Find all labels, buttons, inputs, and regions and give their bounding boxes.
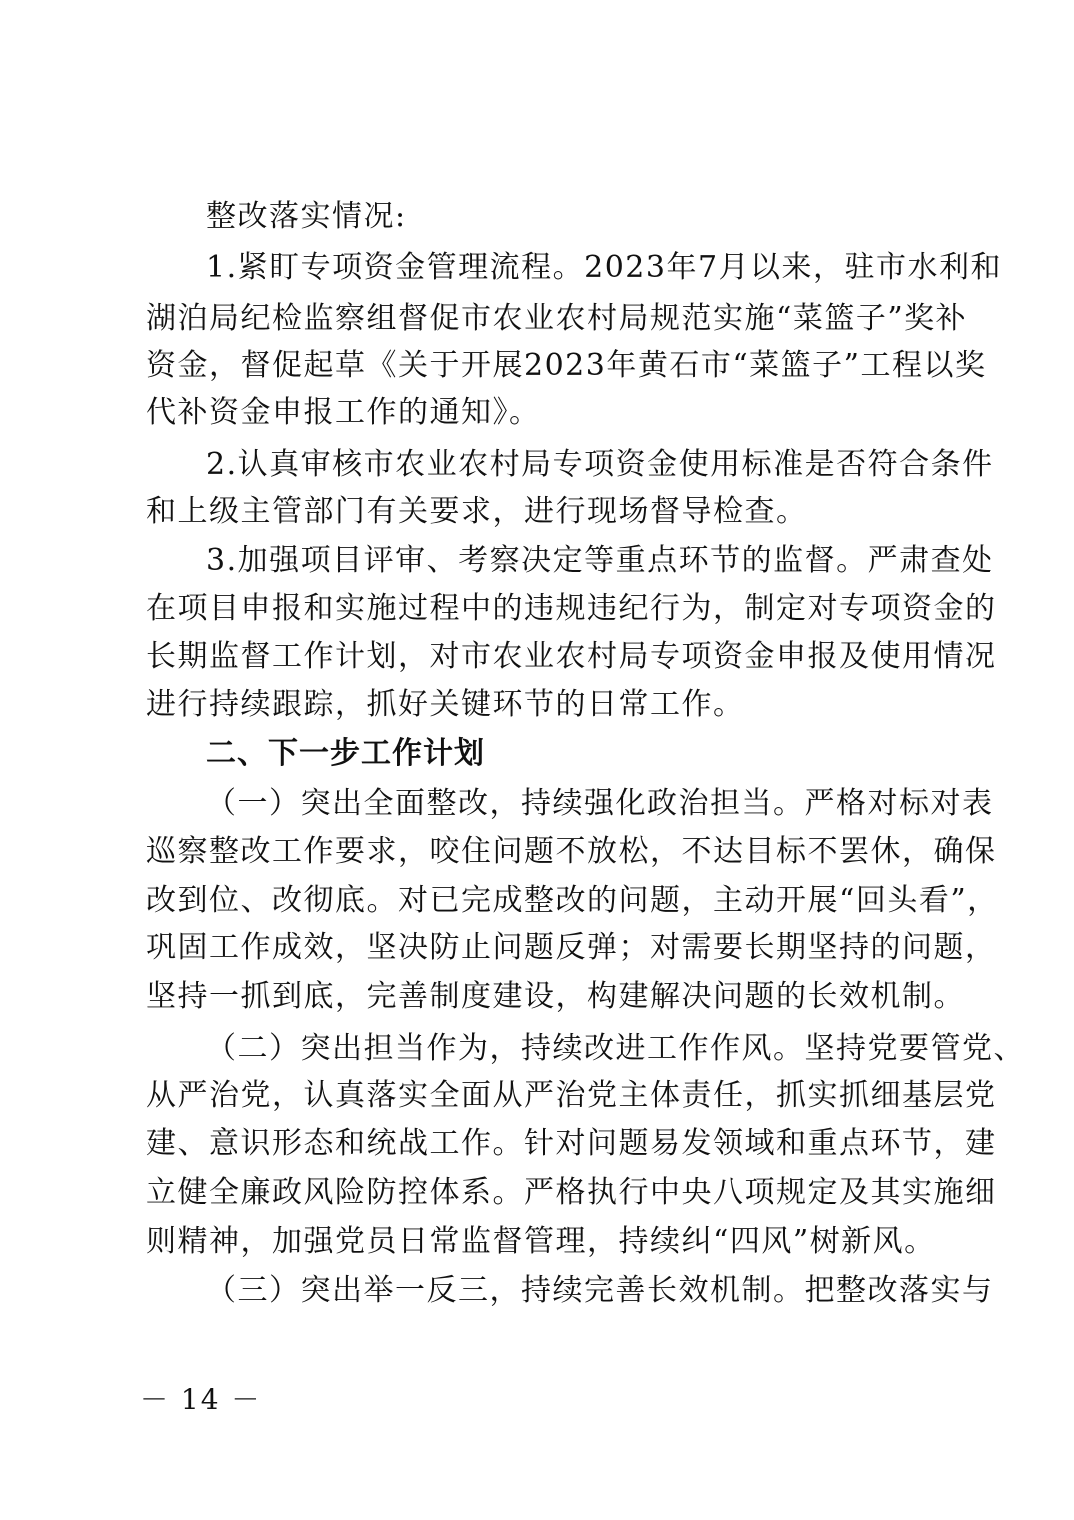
paragraph-line: （一）突出全面整改，持续强化政治担当。严格对标对表: [206, 786, 994, 821]
paragraph-line: 则精神，加强党员日常监督管理，持续纠“四风”树新风。: [146, 1224, 936, 1259]
paragraph-line: 3.加强项目评审、考察决定等重点环节的监督。严肃查处: [206, 543, 994, 578]
paragraph-line: 进行持续跟踪，抓好关键环节的日常工作。: [146, 687, 745, 722]
paragraph-line: 在项目申报和实施过程中的违规违纪行为，制定对专项资金的: [146, 591, 997, 626]
paragraph-line: 2.认真审核市农业农村局专项资金使用标准是否符合条件: [206, 447, 994, 482]
paragraph-line: 整改落实情况:: [206, 199, 407, 234]
section-heading: 二、下一步工作计划: [206, 736, 485, 771]
paragraph-line: 资金，督促起草《关于开展2023年黄石市“菜篮子”工程以奖: [146, 348, 987, 383]
paragraph-line: 立健全廉政风险防控体系。严格执行中央八项规定及其实施细: [146, 1175, 997, 1210]
paragraph-line: （三）突出举一反三，持续完善长效机制。把整改落实与: [206, 1273, 994, 1308]
paragraph-line: 从严治党，认真落实全面从严治党主体责任，抓实抓细基层党: [146, 1078, 997, 1113]
paragraph-line: 改到位、改彻底。对已完成整改的问题，主动开展“回头看”，: [146, 883, 999, 918]
paragraph-line: 和上级主管部门有关要求，进行现场督导检查。: [146, 494, 808, 529]
paragraph-line: 坚持一抓到底，完善制度建设，构建解决问题的长效机制。: [146, 979, 965, 1014]
paragraph-line: 湖泊局纪检监察组督促市农业农村局规范实施“菜篮子”奖补: [146, 301, 968, 336]
paragraph-line: 巩固工作成效，坚决防止问题反弹；对需要长期坚持的问题，: [146, 930, 997, 965]
paragraph-line: 建、意识形态和统战工作。针对问题易发领域和重点环节，建: [146, 1126, 997, 1161]
paragraph-line: 代补资金申报工作的通知》。: [146, 395, 541, 430]
page-number: － 14 －: [140, 1383, 262, 1416]
paragraph-line: （二）突出担当作为，持续改进工作作风。坚持党要管党、: [206, 1031, 1025, 1066]
paragraph-line: 长期监督工作计划，对市农业农村局专项资金申报及使用情况: [146, 639, 997, 674]
paragraph-line: 1.紧盯专项资金管理流程。2023年7月以来，驻市水利和: [206, 250, 1003, 285]
paragraph-line: 巡察整改工作要求，咬住问题不放松，不达目标不罢休，确保: [146, 834, 997, 869]
